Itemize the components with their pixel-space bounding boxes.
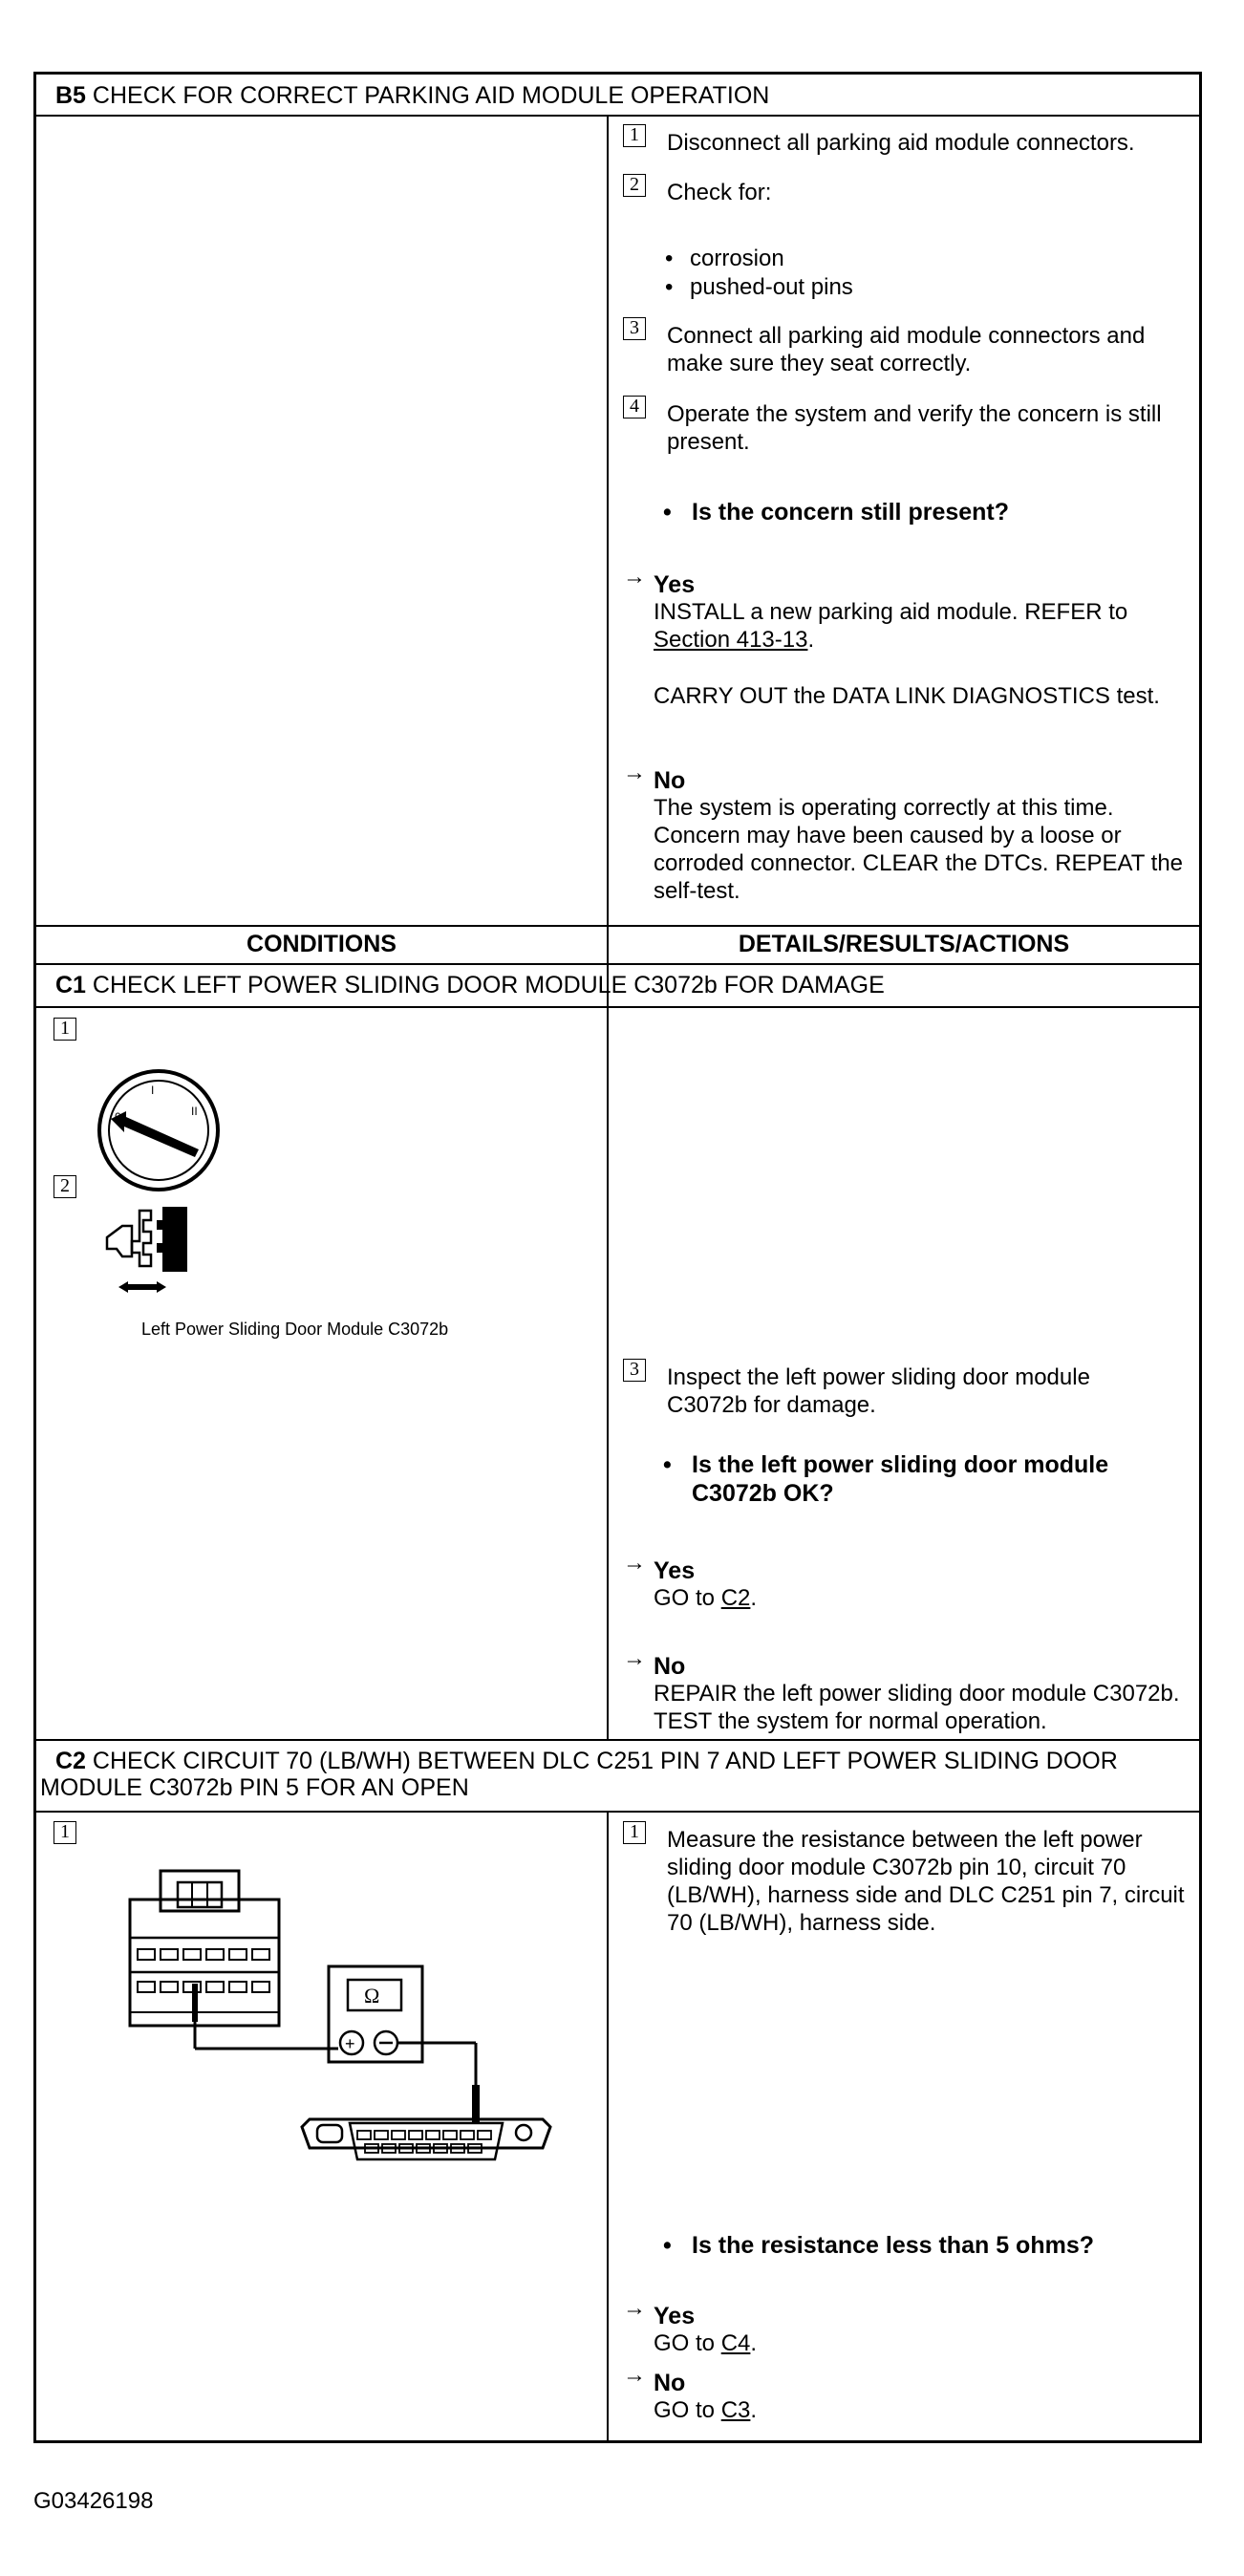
c2-question: • Is the resistance less than 5 ohms? <box>692 2231 1094 2260</box>
b5-title: CHECK FOR CORRECT PARKING AID MODULE OPERATION <box>92 82 770 109</box>
c1-step-id: C1 <box>55 972 86 998</box>
conditions-header: CONDITIONS <box>247 931 397 957</box>
c2-step-text: Measure the resistance between the left power sliding door module C3072b pin 10, circuit 70 (LB/WH), harness side and DLC C251 pin 7, circuit 70 (LB/WH), harness side. <box>667 1827 1185 1936</box>
b5-header <box>55 82 769 109</box>
c2-yes-result: GO to C4. <box>654 2330 758 2356</box>
c2-details <box>623 1821 1196 2433</box>
svg-text:+: + <box>345 2034 355 2053</box>
connector-icon <box>94 1199 208 1314</box>
right-arrow-icon: → <box>623 564 646 590</box>
c1-no-label: No <box>654 1653 686 1680</box>
ohmmeter-icon <box>122 1869 581 2184</box>
c2-yes-label: Yes <box>654 2303 696 2329</box>
c2-conditions <box>46 1821 600 2433</box>
right-arrow-icon: → <box>623 2295 646 2321</box>
b5-question: • Is the concern still present? <box>692 498 1009 526</box>
c2-no-result: GO to C3. <box>654 2397 758 2423</box>
step-number-box: 1 <box>623 124 646 147</box>
c2-no-label: No <box>654 2370 686 2396</box>
b5-no-result: The system is operating correctly at this time. Concern may have been caused by a loose or corroded connector. CLEAR the DTCs. REPEAT the self-test. <box>654 795 1184 904</box>
b5-step-id: B5 <box>55 82 86 109</box>
b5-yes-label: Yes <box>654 571 696 598</box>
step-number-box: 1 <box>54 1018 76 1041</box>
right-arrow-icon: → <box>623 760 646 785</box>
step-number-box: 1 <box>54 1821 76 1844</box>
c1-conditions <box>46 1018 600 1734</box>
b5-step-1-text: Disconnect all parking aid module connectors. <box>667 130 1135 156</box>
c1-yes-result: GO to C2. <box>654 1585 758 1611</box>
c1-step-text: Inspect the left power sliding door module C3072b for damage. <box>667 1364 1090 1418</box>
b5-step-3-text: Connect all parking aid module connectors and make sure they seat correctly. <box>667 323 1146 376</box>
svg-text:Ω: Ω <box>364 1984 380 2007</box>
check-item: • corrosion <box>690 245 784 272</box>
check-item: • pushed-out pins <box>690 273 853 301</box>
step-number-box: 1 <box>623 1821 646 1844</box>
section-link[interactable]: Section 413-13 <box>654 627 808 653</box>
figure-code: G03426198 <box>33 2488 154 2514</box>
ignition-switch-icon <box>92 1063 225 1197</box>
c1-title: CHECK LEFT POWER SLIDING DOOR MODULE C3072b FOR DAMAGE <box>92 972 885 998</box>
svg-text:I: I <box>151 1084 155 1097</box>
c2-step-id: C2 <box>55 1748 86 1774</box>
step-number-box: 2 <box>623 174 646 197</box>
right-arrow-icon: → <box>623 1645 646 1671</box>
c3-link[interactable]: C3 <box>720 2397 751 2423</box>
c1-no-result: REPAIR the left power sliding door module C3072b. TEST the system for normal operation. <box>654 1681 1180 1734</box>
step-number-box: 3 <box>623 1359 646 1382</box>
c2-header <box>40 1748 1187 1801</box>
c1-header <box>55 972 885 998</box>
c2-title: CHECK CIRCUIT 70 (LB/WH) BETWEEN DLC C251 PIN 7 AND LEFT POWER SLIDING DOOR MODULE C3072b PIN 5 FOR AN OPEN <box>40 1748 1118 1801</box>
dlc-connector-icon <box>302 2119 550 2159</box>
b5-details <box>623 124 1196 917</box>
c1-question: • Is the left power sliding door module C3072b OK? <box>692 1450 1179 1508</box>
c2-link[interactable]: C2 <box>720 1585 751 1611</box>
step-number-box: 4 <box>623 396 646 419</box>
b5-step-4-text: Operate the system and verify the concern is still present. <box>667 401 1162 455</box>
right-arrow-icon: → <box>623 2362 646 2388</box>
c1-figure-caption: Left Power Sliding Door Module C3072b <box>141 1320 449 1339</box>
b5-yes-result-2: CARRY OUT the DATA LINK DIAGNOSTICS test. <box>654 683 1160 709</box>
c1-details <box>623 1359 1196 1736</box>
step-number-box: 3 <box>623 317 646 340</box>
right-arrow-icon: → <box>623 1550 646 1576</box>
c1-yes-label: Yes <box>654 1557 696 1584</box>
b5-yes-result: INSTALL a new parking aid module. REFER to Section 413-13. <box>654 599 1128 653</box>
b5-no-label: No <box>654 767 686 794</box>
step-number-box: 2 <box>54 1175 76 1198</box>
details-header: DETAILS/RESULTS/ACTIONS <box>738 931 1070 957</box>
b5-step-2-text: Check for: <box>667 180 772 205</box>
svg-text:II: II <box>191 1105 198 1118</box>
c4-link[interactable]: C4 <box>720 2330 751 2356</box>
